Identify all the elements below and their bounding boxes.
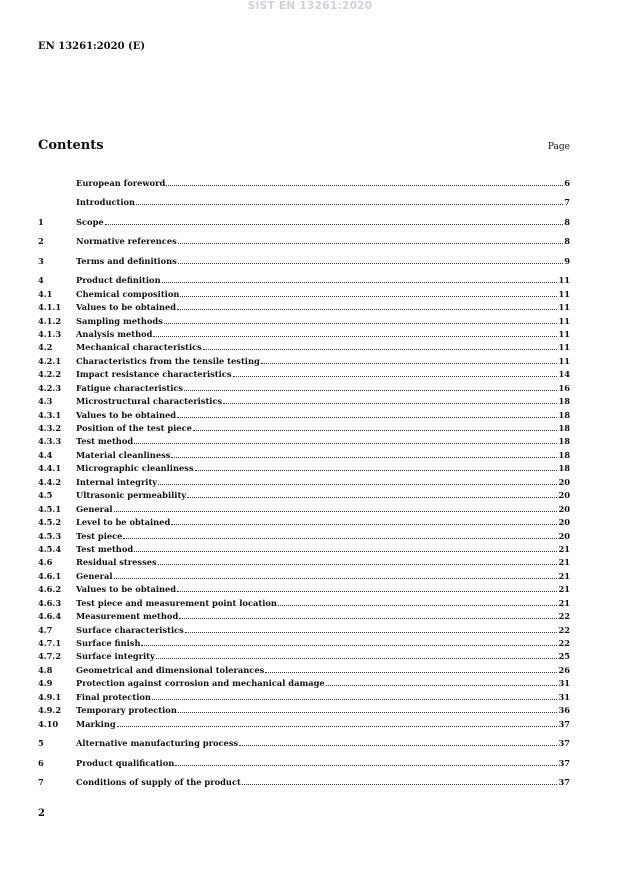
toc-entry-number: 6 bbox=[38, 757, 44, 768]
dot-leader bbox=[185, 632, 558, 633]
dot-leader bbox=[114, 578, 558, 579]
toc-entry-page: 26 bbox=[558, 664, 570, 675]
toc-entry-page: 21 bbox=[558, 543, 570, 554]
toc-entry-number: 4.4 bbox=[38, 449, 53, 460]
toc-entry-title: Measurement method bbox=[76, 611, 179, 622]
toc-entry-title: Product definition bbox=[76, 275, 161, 286]
dot-leader bbox=[178, 243, 563, 244]
dot-leader bbox=[114, 511, 558, 512]
toc-entry-page: 11 bbox=[558, 315, 570, 326]
toc-entry-page: 22 bbox=[558, 611, 570, 622]
dot-leader bbox=[187, 497, 557, 498]
toc-entry[interactable] bbox=[38, 611, 570, 624]
toc-entry-number: 4.6.1 bbox=[38, 570, 62, 581]
toc-entry[interactable] bbox=[38, 705, 570, 718]
toc-entry-number: 4.7 bbox=[38, 624, 53, 635]
toc-entry[interactable] bbox=[38, 719, 570, 732]
toc-entry-title: Material cleanliness bbox=[76, 449, 171, 460]
toc-entry-page: 37 bbox=[558, 776, 570, 787]
toc-entry-page: 20 bbox=[558, 503, 570, 514]
toc-entry-number: 4.5.1 bbox=[38, 503, 62, 514]
toc-entry-page: 31 bbox=[558, 678, 570, 689]
toc-entry-title: Surface characteristics bbox=[76, 624, 184, 635]
dot-leader bbox=[117, 726, 558, 727]
dot-leader bbox=[203, 349, 558, 350]
page-column-label: Page bbox=[547, 142, 570, 152]
dot-leader bbox=[278, 605, 558, 606]
toc-entry-number: 4.1.1 bbox=[38, 302, 62, 313]
toc-entry-number: 4.2 bbox=[38, 342, 53, 353]
toc-entry[interactable] bbox=[38, 504, 570, 517]
toc-entry-page: 11 bbox=[558, 342, 570, 353]
toc-entry-title: Protection against corrosion and mechanical damage bbox=[76, 678, 325, 689]
toc-entry-title: Analysis method bbox=[76, 328, 153, 339]
toc-entry-number: 4.4.1 bbox=[38, 463, 62, 474]
dot-leader bbox=[152, 699, 558, 700]
toc-entry-title: Internal integrity bbox=[76, 476, 158, 487]
toc-entry-page: 21 bbox=[558, 557, 570, 568]
toc-entry[interactable] bbox=[38, 490, 570, 503]
toc-entry-title: Surface integrity bbox=[76, 651, 155, 662]
toc-entry[interactable] bbox=[38, 584, 570, 597]
dot-leader bbox=[179, 618, 557, 619]
dot-leader bbox=[242, 784, 558, 785]
toc-entry-number: 3 bbox=[38, 255, 44, 266]
dot-leader bbox=[178, 263, 563, 264]
toc-entry-number: 4.2.3 bbox=[38, 382, 62, 393]
toc-entry-title: General bbox=[76, 503, 113, 514]
toc-entry-title: Ultrasonic permeability bbox=[76, 490, 187, 501]
dot-leader bbox=[134, 443, 557, 444]
toc-entry-number: 4.7.1 bbox=[38, 638, 62, 648]
dot-leader bbox=[265, 672, 557, 673]
toc-entry[interactable] bbox=[38, 396, 570, 409]
toc-entry[interactable] bbox=[38, 236, 570, 249]
toc-entry-page: 18 bbox=[558, 423, 570, 433]
toc-entry-page: 37 bbox=[558, 757, 570, 768]
watermark: SIST EN 13261:2020 bbox=[247, 0, 373, 12]
toc-entry-title: Residual stresses bbox=[76, 557, 157, 568]
toc-entry[interactable] bbox=[38, 557, 570, 570]
dot-leader bbox=[239, 745, 557, 746]
toc-entry-title: Characteristics from the tensile testing bbox=[76, 355, 260, 366]
toc-entry-page: 8 bbox=[564, 236, 570, 247]
toc-entry-title: Sampling methods bbox=[76, 315, 163, 326]
toc-entry-number: 4.2.2 bbox=[38, 369, 62, 380]
toc-entry-number: 4.6.2 bbox=[38, 584, 62, 595]
dot-leader bbox=[141, 645, 557, 646]
document-id: EN 13261:2020 (E) bbox=[38, 41, 146, 52]
toc-entry-title: Values to be obtained bbox=[76, 302, 177, 313]
toc-entry-number: 4.3.3 bbox=[38, 436, 62, 447]
dot-leader bbox=[184, 390, 557, 391]
dot-leader bbox=[153, 336, 557, 337]
toc-entry[interactable] bbox=[38, 383, 570, 396]
toc-entry-page: 25 bbox=[558, 651, 570, 662]
toc-entry-page: 11 bbox=[558, 288, 570, 299]
toc-entry-page: 36 bbox=[558, 705, 570, 716]
toc-entry-number: 7 bbox=[38, 776, 44, 787]
toc-entry-number: 4.7.2 bbox=[38, 651, 62, 662]
toc-entry-title: Terms and definitions bbox=[76, 255, 177, 266]
dot-leader bbox=[171, 524, 557, 525]
toc-entry-page: 11 bbox=[558, 275, 570, 286]
toc-entry[interactable] bbox=[38, 450, 570, 463]
toc-entry-title: Normative references bbox=[76, 236, 177, 247]
toc-entry[interactable] bbox=[38, 598, 570, 611]
toc-entry-title: Introduction bbox=[76, 197, 136, 208]
toc-entry[interactable] bbox=[38, 436, 570, 449]
contents-title: Contents bbox=[38, 138, 104, 153]
toc-entry[interactable] bbox=[38, 197, 570, 210]
toc-entry-title: Conditions of supply of the product bbox=[76, 776, 241, 787]
toc-entry[interactable] bbox=[38, 678, 570, 691]
dot-leader bbox=[166, 185, 563, 186]
toc-entry-title: Product qualification bbox=[76, 757, 175, 768]
toc-entry-page: 14 bbox=[558, 369, 570, 380]
toc-entry-number: 4.9.2 bbox=[38, 705, 62, 716]
toc-entry-page: 22 bbox=[558, 638, 570, 648]
toc-entry[interactable] bbox=[38, 477, 570, 490]
toc-entry[interactable] bbox=[38, 178, 570, 191]
toc-entry-page: 21 bbox=[558, 584, 570, 595]
toc-entry-number: 1 bbox=[38, 216, 44, 227]
toc-entry[interactable] bbox=[38, 651, 570, 664]
toc-entry[interactable] bbox=[38, 544, 570, 557]
toc-entry-page: 31 bbox=[558, 691, 570, 702]
toc-entry-page: 37 bbox=[558, 718, 570, 729]
toc-entry-page: 11 bbox=[558, 328, 570, 339]
toc-entry[interactable] bbox=[38, 316, 570, 329]
toc-entry-page: 11 bbox=[558, 355, 570, 366]
dot-leader bbox=[177, 417, 557, 418]
toc-entry-number: 4.2.1 bbox=[38, 355, 62, 366]
toc-entry-number: 4.3 bbox=[38, 396, 53, 407]
toc-entry-number: 4.5.2 bbox=[38, 517, 62, 528]
dot-leader bbox=[164, 323, 558, 324]
toc-entry[interactable] bbox=[38, 692, 570, 705]
toc-entry-page: 9 bbox=[564, 255, 570, 266]
toc-entry-title: Test method bbox=[76, 543, 134, 554]
toc-entry-title: Mechanical characteristics bbox=[76, 342, 202, 353]
toc-entry-number: 4.1 bbox=[38, 288, 53, 299]
dot-leader bbox=[158, 564, 558, 565]
toc-entry-number: 4.6.3 bbox=[38, 597, 62, 608]
toc-entry-number: 4.4.2 bbox=[38, 476, 62, 487]
toc-entry-title: Alternative manufacturing process bbox=[76, 738, 239, 749]
toc-entry[interactable] bbox=[38, 758, 570, 771]
toc-entry-title: Surface finish bbox=[76, 638, 141, 648]
toc-entry[interactable] bbox=[38, 329, 570, 342]
dot-leader bbox=[136, 204, 563, 205]
toc-entry-number: 5 bbox=[38, 738, 44, 749]
toc-entry-page: 22 bbox=[558, 624, 570, 635]
toc-entry-page: 20 bbox=[558, 490, 570, 501]
dot-leader bbox=[326, 685, 558, 686]
toc-entry-title: Position of the test piece bbox=[76, 423, 192, 433]
toc-entry-title: European foreword bbox=[76, 178, 166, 188]
toc-entry[interactable] bbox=[38, 275, 570, 288]
dot-leader bbox=[177, 309, 557, 310]
dot-leader bbox=[193, 430, 558, 431]
toc-entry-number: 4.6 bbox=[38, 557, 53, 568]
toc-entry[interactable] bbox=[38, 217, 570, 230]
dot-leader bbox=[223, 403, 557, 404]
dot-leader bbox=[180, 296, 557, 297]
toc-entry-title: Geometrical and dimensional tolerances bbox=[76, 664, 265, 675]
toc-entry-title: Test piece and measurement point location bbox=[76, 597, 277, 608]
toc-entry-title: Scope bbox=[76, 216, 104, 227]
toc-entry[interactable] bbox=[38, 517, 570, 530]
toc-entry-number: 4.8 bbox=[38, 664, 53, 675]
dot-leader bbox=[156, 658, 558, 659]
toc-entry-title: Fatigue characteristics bbox=[76, 382, 184, 393]
dot-leader bbox=[195, 470, 558, 471]
toc-entry-title: Impact resistance characteristics bbox=[76, 369, 232, 380]
dot-leader bbox=[175, 765, 557, 766]
toc-entry-number: 4.9.1 bbox=[38, 691, 62, 702]
dot-leader bbox=[123, 538, 557, 539]
toc-entry-number: 4.5.4 bbox=[38, 543, 62, 554]
toc-entry[interactable] bbox=[38, 256, 570, 269]
toc-entry[interactable] bbox=[38, 302, 570, 315]
toc-entry-number: 4.5 bbox=[38, 490, 53, 501]
toc-entry-page: 20 bbox=[558, 530, 570, 541]
toc-entry-title: Temporary protection bbox=[76, 705, 177, 716]
toc-entry-title: Microstructural characteristics bbox=[76, 396, 223, 407]
toc-entry-title: Chemical composition bbox=[76, 288, 180, 299]
dot-leader bbox=[178, 712, 558, 713]
dot-leader bbox=[158, 484, 557, 485]
dot-leader bbox=[105, 224, 564, 225]
toc-entry-number: 4.6.4 bbox=[38, 611, 62, 622]
dot-leader bbox=[171, 457, 557, 458]
toc-entry-page: 20 bbox=[558, 517, 570, 528]
toc-entry[interactable] bbox=[38, 342, 570, 355]
toc-entry[interactable] bbox=[38, 571, 570, 584]
toc-entry-page: 21 bbox=[558, 597, 570, 608]
toc-entry-title: Test method bbox=[76, 436, 134, 447]
toc-entry-page: 21 bbox=[558, 570, 570, 581]
toc-entry[interactable] bbox=[38, 356, 570, 369]
toc-entry-page: 6 bbox=[564, 178, 570, 188]
toc-entry-number: 4.9 bbox=[38, 678, 53, 689]
toc-entry[interactable] bbox=[38, 665, 570, 678]
toc-entry-title: Level to be obtained bbox=[76, 517, 171, 528]
toc-entry-title: General bbox=[76, 570, 113, 581]
toc-entry-page: 18 bbox=[558, 396, 570, 407]
toc-entry[interactable] bbox=[38, 638, 570, 651]
dot-leader bbox=[177, 591, 557, 592]
toc-entry[interactable] bbox=[38, 423, 570, 436]
toc-entry-page: 18 bbox=[558, 436, 570, 447]
toc-entry-title: Values to be obtained bbox=[76, 409, 177, 420]
toc-entry-page: 20 bbox=[558, 476, 570, 487]
toc-entry-page: 18 bbox=[558, 409, 570, 420]
toc-entry[interactable] bbox=[38, 531, 570, 544]
toc-entry[interactable] bbox=[38, 289, 570, 302]
toc-entry-number: 4.10 bbox=[38, 718, 59, 729]
toc-entry[interactable] bbox=[38, 625, 570, 638]
page-number: 2 bbox=[38, 808, 45, 819]
toc-entry[interactable] bbox=[38, 777, 570, 790]
toc-entry-number: 4.1.2 bbox=[38, 315, 62, 326]
dot-leader bbox=[261, 363, 558, 364]
toc-entry-page: 7 bbox=[564, 197, 570, 208]
toc-entry-page: 8 bbox=[564, 216, 570, 227]
dot-leader bbox=[134, 551, 557, 552]
toc-entry-page: 18 bbox=[558, 463, 570, 474]
toc-entry-page: 16 bbox=[558, 382, 570, 393]
toc-entry-title: Marking bbox=[76, 718, 116, 729]
toc-entry-page: 11 bbox=[558, 302, 570, 313]
dot-leader bbox=[233, 376, 558, 377]
toc-entry-title: Final protection bbox=[76, 691, 151, 702]
toc-entry-number: 4 bbox=[38, 275, 44, 286]
toc-entry-number: 2 bbox=[38, 236, 44, 247]
toc-entry[interactable] bbox=[38, 463, 570, 476]
toc-entry-title: Test piece bbox=[76, 530, 123, 541]
toc-entry-title: Values to be obtained bbox=[76, 584, 177, 595]
toc-entry[interactable] bbox=[38, 369, 570, 382]
dot-leader bbox=[162, 282, 558, 283]
toc-entry-number: 4.3.1 bbox=[38, 409, 62, 420]
table-of-contents bbox=[38, 178, 570, 790]
toc-entry-number: 4.1.3 bbox=[38, 328, 62, 339]
toc-entry-number: 4.3.2 bbox=[38, 423, 62, 433]
toc-entry[interactable] bbox=[38, 410, 570, 423]
toc-entry-number: 4.5.3 bbox=[38, 530, 62, 541]
toc-entry-page: 18 bbox=[558, 449, 570, 460]
toc-entry-page: 37 bbox=[558, 738, 570, 749]
toc-entry[interactable] bbox=[38, 738, 570, 751]
toc-entry-title: Micrographic cleanliness bbox=[76, 463, 194, 474]
